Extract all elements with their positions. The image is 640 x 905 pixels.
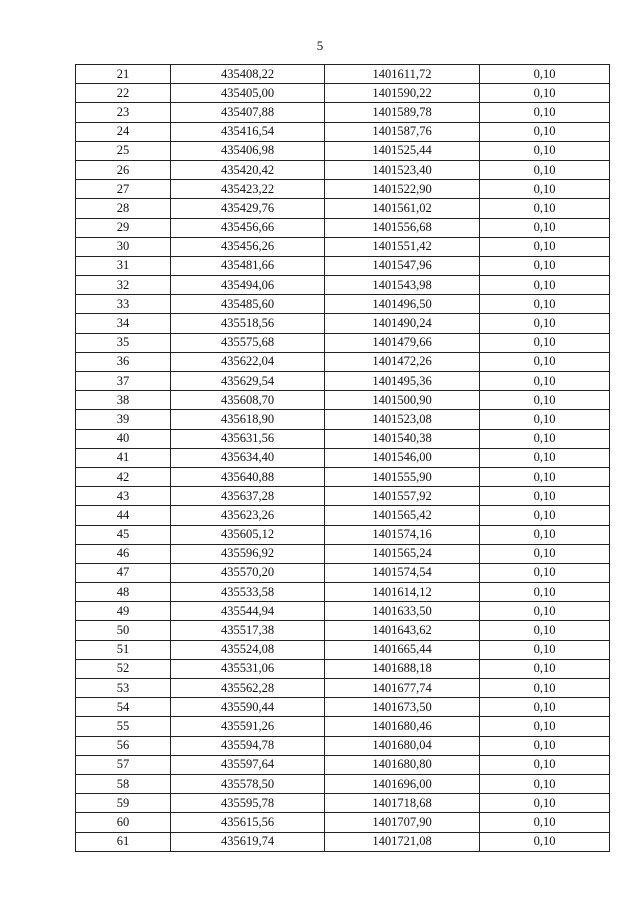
- table-row: [76, 583, 610, 602]
- point-number-cell: 54: [76, 698, 171, 717]
- accuracy-cell: 0,10: [480, 122, 610, 141]
- point-number-cell: 43: [76, 487, 171, 506]
- x-coordinate-cell: 435544,94: [171, 602, 325, 621]
- y-coordinate-cell: 1401688,18: [325, 659, 480, 678]
- accuracy-cell: 0,10: [480, 180, 610, 199]
- table-row: [76, 410, 610, 429]
- x-coordinate-cell: 435595,78: [171, 794, 325, 813]
- x-coordinate-cell: 435618,90: [171, 410, 325, 429]
- table-row: [76, 218, 610, 237]
- y-coordinate-cell: 1401472,26: [325, 352, 480, 371]
- point-number-cell: 30: [76, 237, 171, 256]
- table-row: [76, 429, 610, 448]
- point-number-cell: 52: [76, 659, 171, 678]
- table-row: [76, 755, 610, 774]
- x-coordinate-cell: 435631,56: [171, 429, 325, 448]
- table-row: [76, 544, 610, 563]
- point-number-cell: 35: [76, 333, 171, 352]
- accuracy-cell: 0,10: [480, 448, 610, 467]
- x-coordinate-cell: 435562,28: [171, 679, 325, 698]
- x-coordinate-cell: 435531,06: [171, 659, 325, 678]
- x-coordinate-cell: 435408,22: [171, 65, 325, 84]
- accuracy-cell: 0,10: [480, 160, 610, 179]
- accuracy-cell: 0,10: [480, 429, 610, 448]
- x-coordinate-cell: 435578,50: [171, 774, 325, 793]
- table-row: [76, 736, 610, 755]
- table-row: [76, 794, 610, 813]
- accuracy-cell: 0,10: [480, 832, 610, 851]
- accuracy-cell: 0,10: [480, 506, 610, 525]
- coordinates-table: [75, 64, 610, 852]
- x-coordinate-cell: 435405,00: [171, 84, 325, 103]
- y-coordinate-cell: 1401500,90: [325, 391, 480, 410]
- y-coordinate-cell: 1401547,96: [325, 256, 480, 275]
- table-row: [76, 602, 610, 621]
- x-coordinate-cell: 435629,54: [171, 372, 325, 391]
- accuracy-cell: 0,10: [480, 487, 610, 506]
- point-number-cell: 56: [76, 736, 171, 755]
- y-coordinate-cell: 1401523,40: [325, 160, 480, 179]
- accuracy-cell: 0,10: [480, 410, 610, 429]
- accuracy-cell: 0,10: [480, 583, 610, 602]
- y-coordinate-cell: 1401587,76: [325, 122, 480, 141]
- x-coordinate-cell: 435518,56: [171, 314, 325, 333]
- y-coordinate-cell: 1401565,24: [325, 544, 480, 563]
- table-row: [76, 65, 610, 84]
- x-coordinate-cell: 435605,12: [171, 525, 325, 544]
- point-number-cell: 40: [76, 429, 171, 448]
- y-coordinate-cell: 1401540,38: [325, 429, 480, 448]
- y-coordinate-cell: 1401677,74: [325, 679, 480, 698]
- x-coordinate-cell: 435423,22: [171, 180, 325, 199]
- table-row: [76, 333, 610, 352]
- x-coordinate-cell: 435575,68: [171, 333, 325, 352]
- y-coordinate-cell: 1401680,46: [325, 717, 480, 736]
- table-row: [76, 563, 610, 582]
- point-number-cell: 55: [76, 717, 171, 736]
- point-number-cell: 44: [76, 506, 171, 525]
- accuracy-cell: 0,10: [480, 621, 610, 640]
- point-number-cell: 25: [76, 141, 171, 160]
- point-number-cell: 45: [76, 525, 171, 544]
- table-row: [76, 525, 610, 544]
- table-row: [76, 180, 610, 199]
- table-row: [76, 391, 610, 410]
- table-row: [76, 774, 610, 793]
- y-coordinate-cell: 1401479,66: [325, 333, 480, 352]
- point-number-cell: 21: [76, 65, 171, 84]
- x-coordinate-cell: 435456,66: [171, 218, 325, 237]
- point-number-cell: 31: [76, 256, 171, 275]
- point-number-cell: 27: [76, 180, 171, 199]
- table-row: [76, 103, 610, 122]
- y-coordinate-cell: 1401496,50: [325, 295, 480, 314]
- y-coordinate-cell: 1401680,80: [325, 755, 480, 774]
- accuracy-cell: 0,10: [480, 736, 610, 755]
- point-number-cell: 26: [76, 160, 171, 179]
- x-coordinate-cell: 435619,74: [171, 832, 325, 851]
- x-coordinate-cell: 435640,88: [171, 467, 325, 486]
- accuracy-cell: 0,10: [480, 199, 610, 218]
- accuracy-cell: 0,10: [480, 640, 610, 659]
- x-coordinate-cell: 435456,26: [171, 237, 325, 256]
- x-coordinate-cell: 435594,78: [171, 736, 325, 755]
- point-number-cell: 53: [76, 679, 171, 698]
- accuracy-cell: 0,10: [480, 563, 610, 582]
- point-number-cell: 46: [76, 544, 171, 563]
- table-row: [76, 256, 610, 275]
- accuracy-cell: 0,10: [480, 544, 610, 563]
- y-coordinate-cell: 1401611,72: [325, 65, 480, 84]
- accuracy-cell: 0,10: [480, 295, 610, 314]
- point-number-cell: 59: [76, 794, 171, 813]
- point-number-cell: 29: [76, 218, 171, 237]
- y-coordinate-cell: 1401574,16: [325, 525, 480, 544]
- point-number-cell: 28: [76, 199, 171, 218]
- accuracy-cell: 0,10: [480, 755, 610, 774]
- table-row: [76, 84, 610, 103]
- accuracy-cell: 0,10: [480, 141, 610, 160]
- y-coordinate-cell: 1401551,42: [325, 237, 480, 256]
- x-coordinate-cell: 435406,98: [171, 141, 325, 160]
- point-number-cell: 41: [76, 448, 171, 467]
- y-coordinate-cell: 1401633,50: [325, 602, 480, 621]
- y-coordinate-cell: 1401546,00: [325, 448, 480, 467]
- point-number-cell: 61: [76, 832, 171, 851]
- point-number-cell: 38: [76, 391, 171, 410]
- x-coordinate-cell: 435481,66: [171, 256, 325, 275]
- table-row: [76, 352, 610, 371]
- x-coordinate-cell: 435517,38: [171, 621, 325, 640]
- table-row: [76, 295, 610, 314]
- point-number-cell: 24: [76, 122, 171, 141]
- coordinates-table-body: [76, 65, 610, 852]
- y-coordinate-cell: 1401556,68: [325, 218, 480, 237]
- x-coordinate-cell: 435608,70: [171, 391, 325, 410]
- accuracy-cell: 0,10: [480, 794, 610, 813]
- x-coordinate-cell: 435407,88: [171, 103, 325, 122]
- x-coordinate-cell: 435485,60: [171, 295, 325, 314]
- table-row: [76, 659, 610, 678]
- point-number-cell: 57: [76, 755, 171, 774]
- table-row: [76, 621, 610, 640]
- accuracy-cell: 0,10: [480, 103, 610, 122]
- table-row: [76, 314, 610, 333]
- point-number-cell: 32: [76, 276, 171, 295]
- table-row: [76, 199, 610, 218]
- x-coordinate-cell: 435623,26: [171, 506, 325, 525]
- accuracy-cell: 0,10: [480, 659, 610, 678]
- x-coordinate-cell: 435416,54: [171, 122, 325, 141]
- point-number-cell: 58: [76, 774, 171, 793]
- table-row: [76, 487, 610, 506]
- table-row: [76, 717, 610, 736]
- point-number-cell: 34: [76, 314, 171, 333]
- table-row: [76, 640, 610, 659]
- accuracy-cell: 0,10: [480, 813, 610, 832]
- x-coordinate-cell: 435597,64: [171, 755, 325, 774]
- table-row: [76, 448, 610, 467]
- y-coordinate-cell: 1401696,00: [325, 774, 480, 793]
- table-row: [76, 506, 610, 525]
- y-coordinate-cell: 1401525,44: [325, 141, 480, 160]
- accuracy-cell: 0,10: [480, 218, 610, 237]
- point-number-cell: 33: [76, 295, 171, 314]
- point-number-cell: 39: [76, 410, 171, 429]
- accuracy-cell: 0,10: [480, 602, 610, 621]
- y-coordinate-cell: 1401721,08: [325, 832, 480, 851]
- accuracy-cell: 0,10: [480, 65, 610, 84]
- x-coordinate-cell: 435634,40: [171, 448, 325, 467]
- point-number-cell: 47: [76, 563, 171, 582]
- y-coordinate-cell: 1401490,24: [325, 314, 480, 333]
- y-coordinate-cell: 1401614,12: [325, 583, 480, 602]
- accuracy-cell: 0,10: [480, 237, 610, 256]
- accuracy-cell: 0,10: [480, 391, 610, 410]
- x-coordinate-cell: 435590,44: [171, 698, 325, 717]
- accuracy-cell: 0,10: [480, 333, 610, 352]
- x-coordinate-cell: 435524,08: [171, 640, 325, 659]
- y-coordinate-cell: 1401495,36: [325, 372, 480, 391]
- x-coordinate-cell: 435494,06: [171, 276, 325, 295]
- x-coordinate-cell: 435420,42: [171, 160, 325, 179]
- table-row: [76, 122, 610, 141]
- accuracy-cell: 0,10: [480, 698, 610, 717]
- accuracy-cell: 0,10: [480, 679, 610, 698]
- y-coordinate-cell: 1401718,68: [325, 794, 480, 813]
- point-number-cell: 60: [76, 813, 171, 832]
- accuracy-cell: 0,10: [480, 774, 610, 793]
- table-row: [76, 698, 610, 717]
- x-coordinate-cell: 435637,28: [171, 487, 325, 506]
- y-coordinate-cell: 1401561,02: [325, 199, 480, 218]
- point-number-cell: 51: [76, 640, 171, 659]
- y-coordinate-cell: 1401522,90: [325, 180, 480, 199]
- table-row: [76, 832, 610, 851]
- y-coordinate-cell: 1401565,42: [325, 506, 480, 525]
- table-row: [76, 276, 610, 295]
- x-coordinate-cell: 435591,26: [171, 717, 325, 736]
- table-row: [76, 813, 610, 832]
- accuracy-cell: 0,10: [480, 84, 610, 103]
- accuracy-cell: 0,10: [480, 256, 610, 275]
- y-coordinate-cell: 1401665,44: [325, 640, 480, 659]
- table-row: [76, 237, 610, 256]
- point-number-cell: 23: [76, 103, 171, 122]
- accuracy-cell: 0,10: [480, 352, 610, 371]
- accuracy-cell: 0,10: [480, 467, 610, 486]
- point-number-cell: 37: [76, 372, 171, 391]
- x-coordinate-cell: 435570,20: [171, 563, 325, 582]
- accuracy-cell: 0,10: [480, 717, 610, 736]
- y-coordinate-cell: 1401574,54: [325, 563, 480, 582]
- accuracy-cell: 0,10: [480, 525, 610, 544]
- y-coordinate-cell: 1401707,90: [325, 813, 480, 832]
- y-coordinate-cell: 1401555,90: [325, 467, 480, 486]
- accuracy-cell: 0,10: [480, 372, 610, 391]
- accuracy-cell: 0,10: [480, 276, 610, 295]
- x-coordinate-cell: 435615,56: [171, 813, 325, 832]
- point-number-cell: 49: [76, 602, 171, 621]
- y-coordinate-cell: 1401643,62: [325, 621, 480, 640]
- y-coordinate-cell: 1401523,08: [325, 410, 480, 429]
- table-row: [76, 467, 610, 486]
- table-row: [76, 679, 610, 698]
- table-row: [76, 160, 610, 179]
- y-coordinate-cell: 1401673,50: [325, 698, 480, 717]
- y-coordinate-cell: 1401557,92: [325, 487, 480, 506]
- y-coordinate-cell: 1401680,04: [325, 736, 480, 755]
- point-number-cell: 36: [76, 352, 171, 371]
- x-coordinate-cell: 435596,92: [171, 544, 325, 563]
- point-number-cell: 48: [76, 583, 171, 602]
- x-coordinate-cell: 435533,58: [171, 583, 325, 602]
- y-coordinate-cell: 1401589,78: [325, 103, 480, 122]
- page-number: 5: [316, 38, 324, 53]
- point-number-cell: 50: [76, 621, 171, 640]
- x-coordinate-cell: 435429,76: [171, 199, 325, 218]
- x-coordinate-cell: 435622,04: [171, 352, 325, 371]
- y-coordinate-cell: 1401543,98: [325, 276, 480, 295]
- accuracy-cell: 0,10: [480, 314, 610, 333]
- table-row: [76, 141, 610, 160]
- table-row: [76, 372, 610, 391]
- point-number-cell: 42: [76, 467, 171, 486]
- point-number-cell: 22: [76, 84, 171, 103]
- y-coordinate-cell: 1401590,22: [325, 84, 480, 103]
